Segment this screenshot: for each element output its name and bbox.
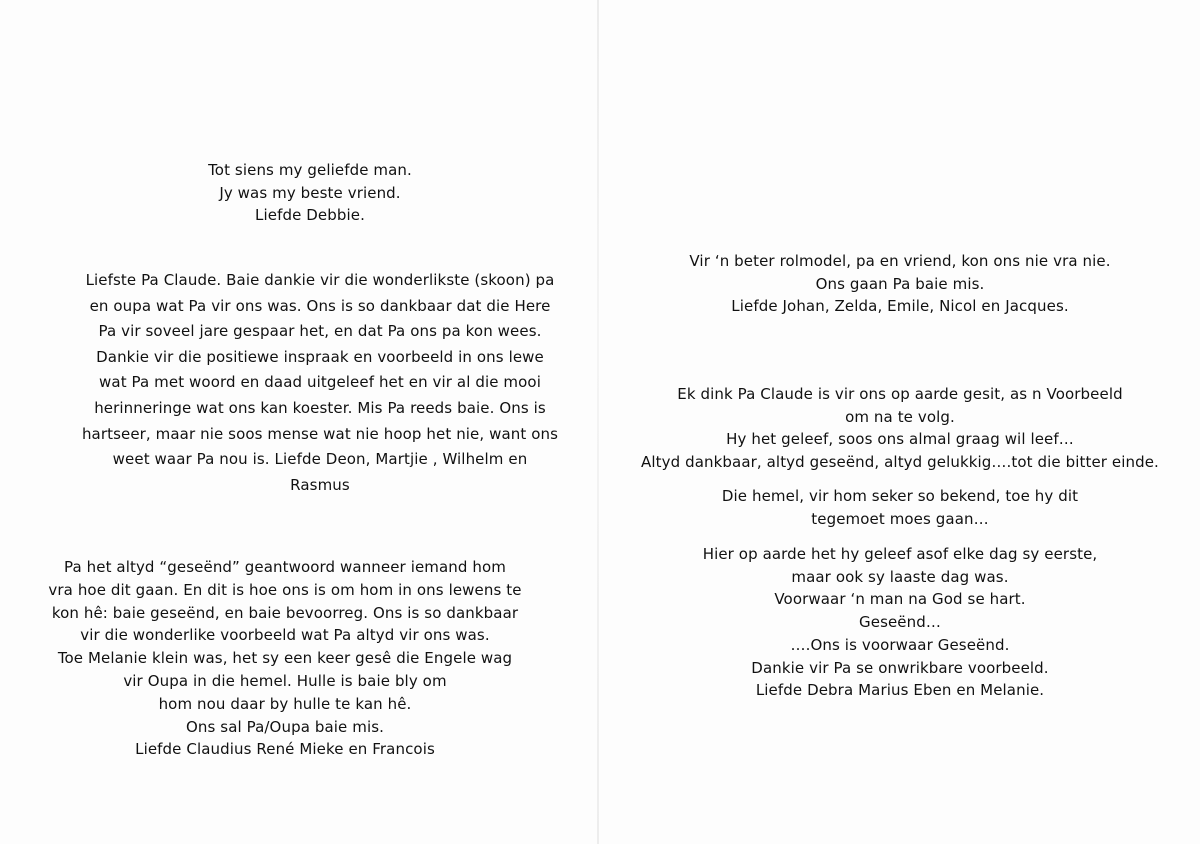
tribute-line: hom nou daar by hulle te kan hê. bbox=[158, 694, 412, 713]
tribute-line: wat Pa met woord en daad uitgeleef het en vir al die mooi bbox=[99, 373, 541, 392]
tribute-line: weet waar Pa nou is. Liefde Deon, Martjie , Wilhelm en bbox=[112, 450, 528, 469]
tribute-line: Toe Melanie klein was, het sy een keer gesê die Engele wag bbox=[57, 649, 513, 668]
tribute-line: Dankie vir Pa se onwrikbare voorbeeld. bbox=[751, 658, 1049, 677]
tribute-debra-part-2 bbox=[640, 485, 1160, 530]
tribute-line: vir Oupa in die hemel. Hulle is baie bly om bbox=[123, 671, 447, 690]
tribute-line: vir die wonderlike voorbeeld wat Pa altyd vir ons was. bbox=[80, 626, 490, 645]
tribute-line: Die hemel, vir hom seker so bekend, toe hy dit bbox=[721, 487, 1079, 505]
tribute-line: tegemoet moes gaan… bbox=[811, 509, 989, 528]
tribute-line: om na te volg. bbox=[845, 407, 955, 426]
tribute-line: en oupa wat Pa vir ons was. Ons is so dankbaar dat die Here bbox=[89, 296, 551, 315]
tribute-line: Voorwaar ‘n man na God se hart. bbox=[774, 590, 1026, 609]
tribute-line: Ek dink Pa Claude is vir ons op aarde gesit, as n Voorbeeld bbox=[677, 385, 1123, 403]
tribute-line: Ons sal Pa/Oupa baie mis. bbox=[186, 717, 384, 736]
tribute-line: hartseer, maar nie soos mense wat nie hoop het nie, want ons bbox=[81, 424, 559, 443]
tribute-line: Liefde Debra Marius Eben en Melanie. bbox=[755, 681, 1045, 700]
tribute-line: Liefste Pa Claude. Baie dankie vir die wonderlikste (skoon) pa bbox=[85, 271, 555, 289]
tribute-line: Pa vir soveel jare gespaar het, en dat Pa ons pa kon wees. bbox=[98, 322, 542, 341]
left-page bbox=[0, 0, 598, 844]
right-page bbox=[600, 0, 1200, 844]
tribute-line: maar ook sy laaste dag was. bbox=[791, 567, 1009, 586]
tribute-line: Geseënd… bbox=[859, 613, 941, 632]
tribute-deon bbox=[60, 268, 580, 498]
tribute-johan bbox=[640, 250, 1160, 318]
tribute-line: kon hê: baie geseënd, en baie bevoorreg. Ons is so dankbaar bbox=[51, 603, 519, 622]
tribute-line: Liefde Claudius René Mieke en Francois bbox=[135, 740, 435, 759]
tribute-debra-part-3 bbox=[640, 543, 1160, 702]
tribute-line: Altyd dankbaar, altyd geseënd, altyd gelukkig….tot die bitter einde. bbox=[641, 453, 1159, 472]
tribute-line: Liefde Johan, Zelda, Emile, Nicol en Jacques. bbox=[731, 297, 1069, 316]
tribute-line: Vir ‘n beter rolmodel, pa en vriend, kon ons nie vra nie. bbox=[689, 252, 1111, 270]
tribute-line: herinneringe wat ons kan koester. Mis Pa reeds baie. Ons is bbox=[94, 398, 546, 417]
tribute-line: Ons gaan Pa baie mis. bbox=[815, 274, 985, 293]
tribute-debra-part-1 bbox=[600, 383, 1200, 474]
tribute-debbie bbox=[160, 159, 460, 227]
tribute-line: Tot siens my geliefde man. bbox=[208, 161, 412, 179]
tribute-line: Hier op aarde het hy geleef asof elke dag sy eerste, bbox=[702, 545, 1098, 563]
tribute-line: ….Ons is voorwaar Geseënd. bbox=[790, 635, 1010, 654]
tribute-line: Liefde Debbie. bbox=[255, 206, 365, 225]
tribute-line: Jy was my beste vriend. bbox=[219, 183, 401, 202]
tribute-line: Rasmus bbox=[290, 475, 350, 494]
tribute-claudius bbox=[30, 556, 540, 761]
tribute-line: Hy het geleef, soos ons almal graag wil leef… bbox=[726, 430, 1074, 449]
tribute-line: Pa het altyd “geseënd” geantwoord wanneer iemand hom bbox=[64, 558, 506, 576]
tribute-line: Dankie vir die positiewe inspraak en voorbeeld in ons lewe bbox=[96, 347, 544, 366]
tribute-line: vra hoe dit gaan. En dit is hoe ons is om hom in ons lewens te bbox=[48, 580, 522, 599]
